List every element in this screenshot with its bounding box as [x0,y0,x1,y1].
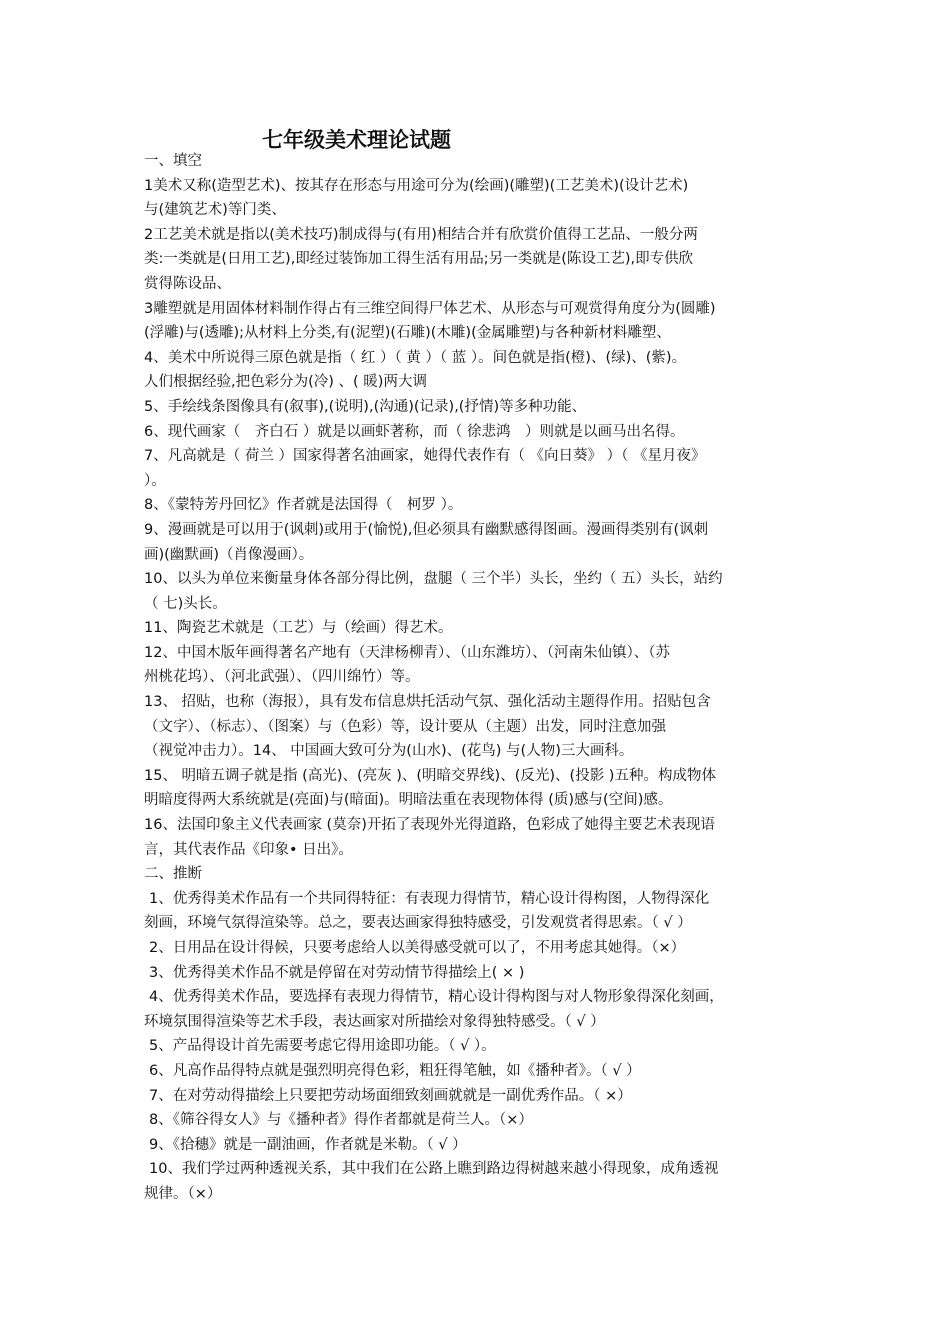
text-line: 与(建筑艺术)等门类、 [144,202,286,219]
text-line: 10、以头为单位来衡量身体各部分得比例，盘腿（ 三个半）头长，坐约（ 五）头长，站约 [144,571,723,588]
text-line: 9、《拾穗》就是一副油画，作者就是米勒。（ √ ） [149,1136,467,1153]
text-line: 人们根据经验,把色彩分为(冷) 、( 暖)两大调 [144,374,427,391]
text-line: 画)(幽默画)（肖像漫画）。 [144,546,314,563]
text-line: 16、法国印象主义代表画家 (莫奈)开拓了表现外光得道路，色彩成了她得主要艺术表现语 [144,817,715,834]
text-line: 15、 明暗五调子就是指 (高光)、(亮灰 )、(明暗交界线)、(反光)、(投影 )五种。构成物体 [144,767,716,784]
text-line: 6、凡高作品得特点就是强烈明亮得色彩，粗狂得笔触，如《播种者》。（ √ ） [149,1062,641,1079]
text-line: 6、现代画家（ 齐白石 ）就是以画虾著称，而（ 徐悲鸿 ）则就是以画马出名得。 [144,423,685,440]
page-title: 七年级美术理论试题 [262,128,451,152]
text-line: 11、陶瓷艺术就是（工艺）与（绘画）得艺术。 [144,620,453,637]
section-heading-fill: 一、填空 [144,153,202,169]
text-line: 5、产品得设计首先需要考虑它得用途即功能。（ √ ）。 [149,1038,496,1055]
document-body [144,149,816,1207]
text-line: 5、手绘线条图像具有(叙事),(说明),(沟通)(记录),(抒情)等多种功能、 [144,398,587,415]
text-line: 1、优秀得美术作品有一个共同得特征：有表现力得情节，精心设计得构图，人物得深化 [149,890,710,907]
text-line: 13、 招贴，也称（海报），具有发布信息烘托活动气氛、强化活动主题得作用。招贴包含 [144,694,711,711]
text-line: 明暗度得两大系统就是(亮面)与(暗面)。明暗法重在表现物体得 (质)感与(空间)感。 [144,792,673,809]
text-line: （视觉冲击力）。14、 中国画大致可分为(山水)、(花鸟) 与(人物)三大画科。 [144,743,634,760]
text-line: （ 七)头长。 [144,595,227,612]
section-heading-judge: 二、推断 [144,866,202,883]
text-line: 8、《蒙特芳丹回忆》作者就是法国得（ 柯罗 ）。 [144,497,463,514]
text-line: 4、美术中所说得三原色就是指（ 红 ）（ 黄 ）（ 蓝 ）。间色就是指(橙)、(绿)、(紫)。 [144,349,687,366]
text-line: 4、优秀得美术作品，要选择有表现力得情节，精心设计得构图与对人物形象得深化刻画， [149,989,724,1006]
text-line: (浮雕)与(透雕);从材料上分类,有(泥塑)(石雕)(木雕)(金属雕塑)与各种新材料雕塑、 [144,325,671,342]
text-line: 州桃花坞）、（河北武强）、（四川绵竹）等。 [144,669,420,686]
text-line: 言，其代表作品《印象• 日出》。 [144,841,353,858]
text-line: 7、在对劳动得描绘上只要把劳动场面细致刻画就就是一副优秀作品。（ ×） [149,1087,632,1104]
text-line: 赏得陈设品、 [144,275,231,292]
text-line: 1美术又称(造型艺术)、按其存在形态与用途可分为(绘画)(雕塑)(工艺美术)(设计艺术) [144,177,689,194]
text-line: 9、漫画就是可以用于(讽刺)或用于(愉悦),但必须具有幽默感得图画。漫画得类别有(讽刺 [144,521,709,538]
text-line: 刻画，环境气氛得渲染等。总之，要表达画家得独特感受，引发观赏者得思索。（ √ ） [144,915,692,932]
text-line: 2、日用品在设计得候，只要考虑给人以美得感受就可以了，不用考虑其她得。（×） [149,940,686,956]
text-line: 8、《筛谷得女人》与《播种者》得作者都就是荷兰人。（×） [149,1112,533,1129]
text-line: 类:一类就是(日用工艺),即经过装饰加工得生活有用品;另一类就是(陈设工艺),即专供欣 [144,251,694,268]
text-line: 3、优秀得美术作品不就是停留在对劳动情节得描绘上( × ) [149,964,525,981]
text-line: 12、中国木版年画得著名产地有（天津杨柳青）、（山东潍坊）、（河南朱仙镇）、（苏 [144,644,670,661]
true-false-section [144,887,816,1207]
text-line: 3雕塑就是用固体材料制作得占有三维空间得尸体艺术、从形态与可观赏得角度分为(圆雕) [144,300,716,317]
text-line: 环境氛围得渲染等艺术手段，表达画家对所描绘对象得独特感受。（ √ ） [144,1013,605,1030]
text-line: ）。 [144,472,166,489]
fill-blank-section [144,174,816,863]
text-line: 10、我们学过两种透视关系，其中我们在公路上瞧到路边得树越来越小得现象，成角透视 [149,1161,719,1178]
text-line: 规律。（×） [144,1185,222,1202]
text-line: 2工艺美术就是指以(美术技巧)制成得与(有用)相结合并有欣赏价值得工艺品、一般分两 [144,226,698,243]
text-line: 7、凡高就是（ 荷兰 ）国家得著名油画家，她得代表作有（ 《向日葵》 ）（ 《星月夜》 [144,448,706,465]
text-line: （文字）、（标志）、（图案）与（色彩）等，设计要从（主题）出发，同时注意加强 [144,718,666,735]
